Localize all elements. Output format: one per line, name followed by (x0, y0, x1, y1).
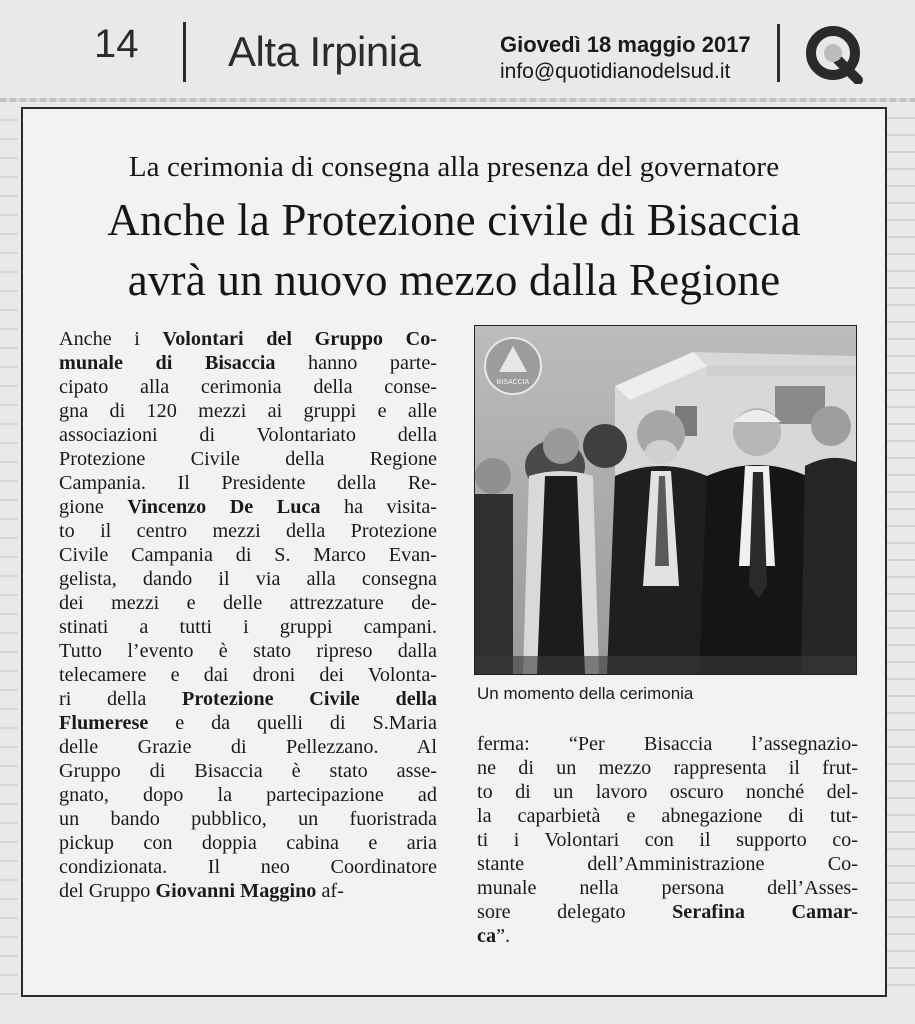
background-newsprint-left (0, 100, 18, 1000)
body-text-line (59, 759, 437, 783)
text-run: Tutto l’evento è stato ripreso dalla (59, 640, 437, 662)
body-text-line (59, 855, 437, 879)
text-run: af- (316, 880, 344, 902)
bold-text-run: Serafina Camar- (672, 901, 858, 923)
body-text-line (59, 879, 437, 903)
text-run: gnato, dopo la partecipazione ad (59, 784, 437, 806)
article-photo (474, 325, 857, 675)
text-run: e da quelli di S.Maria (148, 712, 437, 734)
body-text-line (59, 735, 437, 759)
photo-badge-text: BISACCIA (496, 379, 530, 386)
bold-text-run: Vincenzo De Luca (127, 496, 321, 518)
text-run: sore delegato (477, 901, 673, 923)
text-run: Anche i (59, 328, 163, 350)
body-text-line (59, 807, 437, 831)
body-text-line (477, 900, 858, 924)
header-divider (183, 22, 186, 82)
body-text-line (477, 732, 858, 756)
text-run: gelista, dando il via alla consegna (59, 568, 437, 590)
body-text-line (59, 687, 437, 711)
newspaper-logo (806, 26, 864, 84)
contact-email: info@quotidianodelsud.it (500, 60, 731, 83)
body-text-line (477, 756, 858, 780)
text-run: delle Grazie di Pellezzano. Al (59, 736, 437, 758)
text-run: un bando pubblico, un fuoristrada (59, 808, 437, 830)
headline-line-1: Anche la Protezione civile di Bisaccia (107, 195, 801, 245)
text-run: ha visita- (320, 496, 438, 518)
text-run: Campania. Il Presidente della Re- (59, 472, 437, 494)
body-text-line (59, 351, 437, 375)
text-run: munale nella persona dell’Asses- (477, 877, 858, 899)
text-run: stinati a tutti i gruppi campani. (59, 616, 437, 638)
photo-caption: Un momento della cerimonia (477, 684, 694, 703)
body-text-line (59, 471, 437, 495)
header-divider-right (777, 24, 780, 82)
body-text-line (477, 780, 858, 804)
text-run: ferma: “Per Bisaccia l’assegnazio- (477, 733, 858, 755)
body-text-line (59, 783, 437, 807)
article-kicker: La cerimonia di consegna alla presenza del governatore (128, 151, 780, 183)
body-text-line (59, 327, 437, 351)
text-run: stante dell’Amministrazione Co- (477, 853, 858, 875)
body-text-line (59, 519, 437, 543)
text-run: gione (59, 496, 128, 518)
text-run: to il centro mezzi della Protezione (59, 520, 437, 542)
q-logo-icon (806, 26, 864, 84)
body-text-line (477, 876, 858, 900)
text-run: ”. (496, 925, 511, 947)
body-text-line (59, 591, 437, 615)
body-text-line (59, 663, 437, 687)
text-run: gna di 120 mezzi ai gruppi e alle (59, 400, 437, 422)
text-run: Gruppo di Bisaccia è stato asse- (59, 760, 437, 782)
bold-text-run: Flumerese (59, 712, 149, 734)
text-run: telecamere e dai droni dei Volonta- (59, 664, 437, 686)
body-text-line (477, 828, 858, 852)
text-run: ti i Volontari con il supporto co- (477, 829, 858, 851)
text-run: ne di un mezzo rappresenta il frut- (477, 757, 858, 779)
text-run: cipato alla cerimonia della conse- (59, 376, 437, 398)
body-text-line (59, 567, 437, 591)
body-text-line (59, 615, 437, 639)
bold-text-run: ca (477, 925, 497, 947)
text-run: dei mezzi e delle attrezzature de- (59, 592, 437, 614)
body-column-right (477, 732, 858, 948)
section-title: Alta Irpinia (228, 28, 421, 75)
bold-text-run: Protezione Civile della (182, 688, 437, 710)
body-text-line (59, 447, 437, 471)
text-run: Protezione Civile della Regione (59, 448, 437, 470)
bold-text-run: Giovanni Maggino (155, 880, 317, 902)
body-text-line (59, 711, 437, 735)
header-rule (0, 98, 915, 102)
page-number: 14 (94, 22, 139, 66)
text-run: la caparbietà e abnegazione di tut- (477, 805, 858, 827)
bold-text-run: Volontari del Gruppo Co- (162, 328, 438, 350)
issue-date: Giovedì 18 maggio 2017 (500, 32, 751, 57)
body-text-line (59, 423, 437, 447)
body-text-line (477, 852, 858, 876)
text-run: to di un lavoro oscuro nonché del- (477, 781, 858, 803)
text-run: hanno parte- (275, 352, 438, 374)
background-newsprint-right (885, 100, 915, 1000)
text-run: associazioni di Volontariato della (59, 424, 437, 446)
text-run: del Gruppo (59, 880, 156, 902)
body-text-line (59, 639, 437, 663)
body-column-left (59, 327, 437, 903)
text-run: pickup con doppia cabina e aria (59, 832, 437, 854)
body-text-line (59, 495, 437, 519)
text-run: Civile Campania di S. Marco Evan- (59, 544, 437, 566)
body-text-line (59, 543, 437, 567)
bold-text-run: munale di Bisaccia (59, 352, 276, 374)
text-run: condizionata. Il neo Coordinatore (59, 856, 437, 878)
body-text-line (477, 924, 858, 948)
ceremony-photo (475, 326, 856, 674)
body-text-line (59, 375, 437, 399)
text-run: ri della (59, 688, 183, 710)
body-text-line (477, 804, 858, 828)
headline-line-2: avrà un nuovo mezzo dalla Regione (127, 255, 781, 305)
body-text-line (59, 399, 437, 423)
article-frame (21, 107, 887, 997)
body-text-line (59, 831, 437, 855)
